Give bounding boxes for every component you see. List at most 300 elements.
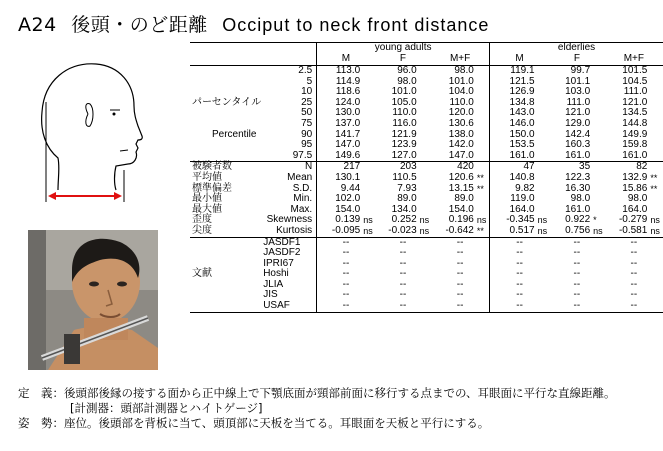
cell-mark — [362, 108, 375, 119]
posture-text: 座位。後頭部を背板に当て、頭頂部に天板を当てる。耳眼面を天板と平行にする。 — [64, 416, 490, 430]
cell-value: 104.0 — [448, 86, 474, 98]
literature-dash: -- — [317, 290, 375, 301]
stat-value: 98.0 — [570, 193, 591, 205]
stat-value: 0.196 — [448, 214, 474, 226]
percentile-row — [190, 140, 663, 151]
literature-dash: -- — [456, 268, 464, 280]
cell-value: 149.6 — [317, 151, 363, 162]
cell-value: 101.5 — [622, 65, 648, 76]
literature-dash: -- — [456, 247, 464, 259]
literature-row — [190, 280, 663, 291]
literature-dash: -- — [490, 301, 550, 312]
cell-mark — [537, 119, 550, 130]
stat-value: 132.9 — [622, 171, 648, 183]
cell-value: 121.9 — [391, 128, 417, 140]
percentile-row — [190, 119, 663, 130]
cell-mark — [537, 77, 550, 88]
percentile-key: 50 — [301, 107, 313, 119]
percentile-key: 5 — [306, 75, 313, 87]
stat-value: 154.0 — [448, 203, 474, 215]
stat-label-jp: 歪度 — [192, 214, 212, 226]
cell-value: 126.9 — [490, 87, 537, 98]
percentile-row-label — [190, 77, 263, 88]
cell-value: 138.0 — [448, 128, 474, 140]
subheader-2: M+F — [431, 54, 489, 66]
cell-value: 110.0 — [392, 107, 417, 119]
cell-value: 153.5 — [490, 140, 537, 151]
cell-value: 119.1 — [490, 66, 537, 77]
stat-mark — [592, 162, 605, 173]
cell-mark — [592, 130, 605, 141]
cell-mark — [649, 66, 663, 77]
percentile-row — [190, 151, 663, 162]
cell-mark — [592, 151, 605, 162]
stat-label-en: N — [304, 161, 313, 173]
head-profile-sketch — [28, 40, 156, 218]
table-header-subgroups — [190, 54, 663, 66]
stat-value: 164.0 — [622, 203, 648, 215]
literature-dash: -- — [630, 278, 638, 290]
stat-value: 140.8 — [490, 173, 537, 184]
cell-value: 121.5 — [490, 77, 537, 88]
literature-dash: -- — [456, 278, 464, 290]
stat-mark — [476, 205, 490, 216]
cell-mark — [476, 66, 490, 77]
stat-value: 16.30 — [565, 182, 591, 194]
cell-mark — [362, 119, 375, 130]
literature-dash: -- — [317, 269, 375, 280]
stat-mark: ns — [476, 215, 487, 226]
percentile-row — [190, 77, 663, 88]
stat-mark: ns — [537, 225, 548, 236]
literature-section-label: 文献 — [192, 268, 212, 280]
stat-mark — [537, 162, 550, 173]
cell-mark — [476, 98, 490, 109]
stat-label-en: Mean — [287, 171, 313, 183]
literature-dash: -- — [456, 236, 464, 248]
stat-value: 9.82 — [490, 184, 537, 195]
stat-mark — [419, 194, 432, 205]
literature-dash: -- — [605, 301, 663, 312]
literature-dash: -- — [573, 236, 581, 248]
stat-value: 154.0 — [317, 205, 363, 216]
cell-mark — [592, 66, 605, 77]
cell-mark — [537, 108, 550, 119]
instrument-text: [計測器：頭部計測器とハイトゲージ] — [70, 401, 263, 415]
stat-value: -0.279 — [618, 214, 648, 226]
literature-row — [190, 301, 663, 312]
stat-label-jp: 尖度 — [190, 226, 263, 237]
cell-value: 137.0 — [317, 119, 363, 130]
percentile-row-label — [190, 119, 263, 130]
cell-mark — [419, 87, 432, 98]
literature-dash: -- — [490, 237, 550, 248]
cell-mark — [476, 108, 490, 119]
percentile-row — [190, 98, 663, 109]
cell-value: 104.5 — [622, 75, 648, 87]
stat-mark: ** — [476, 172, 484, 183]
percentile-key: 75 — [301, 117, 313, 129]
cell-value: 147.0 — [431, 151, 476, 162]
percentile-key: 10 — [301, 86, 313, 98]
cell-mark — [362, 87, 375, 98]
cell-value: 161.0 — [490, 151, 537, 162]
cell-mark — [537, 98, 550, 109]
header-blank — [190, 43, 263, 55]
cell-value: 101.0 — [448, 75, 474, 87]
cell-value: 121.0 — [622, 96, 648, 108]
cell-value: 134.8 — [490, 98, 537, 109]
stat-row — [190, 215, 663, 226]
cell-value: 99.7 — [570, 65, 591, 76]
literature-source: JLIA — [263, 278, 284, 290]
literature-row — [190, 290, 663, 301]
stat-mark — [362, 205, 375, 216]
literature-dash: -- — [573, 268, 581, 280]
cell-mark — [362, 77, 375, 88]
header-blank — [263, 43, 316, 55]
cell-mark — [649, 151, 663, 162]
literature-dash: -- — [399, 289, 407, 301]
subheader-0: M — [317, 54, 375, 66]
stat-value: 82 — [636, 161, 648, 173]
cell-mark — [649, 140, 663, 151]
cell-mark — [537, 140, 550, 151]
cell-value: 143.0 — [490, 108, 537, 119]
stat-label-en: S.D. — [292, 182, 313, 194]
stat-mark — [362, 184, 375, 195]
literature-dash: -- — [317, 301, 375, 312]
measurement-table — [190, 42, 663, 313]
cell-mark — [362, 98, 375, 109]
stat-value: -0.345 — [490, 215, 537, 226]
percentile-row — [190, 108, 663, 119]
cell-mark — [419, 140, 432, 151]
cell-mark — [419, 66, 432, 77]
percentile-key: 2.5 — [298, 65, 313, 76]
stat-row — [190, 184, 663, 195]
percentile-key: 95 — [301, 139, 313, 151]
percentile-row-label — [190, 140, 263, 151]
stat-value: 89.0 — [397, 193, 417, 205]
header-blank — [190, 54, 263, 66]
stat-mark — [649, 162, 663, 173]
literature-dash: -- — [490, 269, 550, 280]
cell-mark — [419, 108, 432, 119]
cell-mark — [419, 98, 432, 109]
cell-value: 161.0 — [549, 151, 592, 162]
cell-mark — [592, 87, 605, 98]
cell-mark — [476, 130, 490, 141]
percentile-key: 90 — [301, 128, 313, 140]
group-young-adults: young adults — [317, 43, 490, 55]
literature-section-label — [190, 290, 263, 301]
cell-value: 121.0 — [565, 107, 591, 119]
stat-mark — [592, 184, 605, 195]
stat-label-jp: 標準偏差 — [192, 182, 232, 194]
stat-label-jp: 被験者数 — [192, 161, 232, 173]
stat-mark: ns — [363, 225, 373, 236]
literature-section-label — [190, 237, 263, 248]
cell-value: 150.0 — [490, 130, 537, 141]
stat-value: 164.0 — [490, 205, 537, 216]
cell-value: 141.7 — [317, 130, 363, 141]
percentile-row — [190, 130, 663, 141]
stat-value: 15.86 — [622, 182, 648, 194]
literature-dash: -- — [630, 257, 638, 269]
stat-value: 102.0 — [317, 194, 363, 205]
literature-source: Hoshi — [263, 268, 289, 280]
definition-label: 定 義： — [18, 386, 64, 400]
stat-mark: ** — [650, 183, 658, 194]
stat-mark — [592, 173, 605, 184]
stat-value: -0.023 — [375, 226, 419, 237]
literature-dash: -- — [399, 247, 407, 259]
cell-value: 147.0 — [317, 140, 363, 151]
literature-dash: -- — [490, 290, 550, 301]
cell-mark — [592, 140, 605, 151]
cell-value: 124.0 — [317, 98, 363, 109]
literature-dash: -- — [630, 247, 638, 259]
percentile-row-label — [190, 66, 263, 77]
cell-mark — [537, 130, 550, 141]
cell-mark — [419, 151, 432, 162]
percentile-row-label: パーセンタイル — [192, 96, 262, 108]
measurement-photo — [28, 230, 158, 370]
cell-value: 98.0 — [397, 75, 417, 87]
stat-mark — [592, 194, 605, 205]
cell-mark — [419, 77, 432, 88]
stat-mark — [537, 173, 550, 184]
cell-value: 96.0 — [397, 65, 417, 76]
percentile-key: 97.5 — [263, 151, 316, 162]
literature-source: JIS — [263, 289, 278, 301]
stat-value: 130.1 — [317, 173, 363, 184]
header-blank — [263, 54, 316, 66]
literature-dash: -- — [317, 259, 375, 270]
literature-dash: -- — [573, 257, 581, 269]
literature-dash: -- — [630, 289, 638, 301]
cell-value: 103.0 — [565, 86, 591, 98]
subheader-1: F — [375, 54, 431, 66]
stat-value: 217 — [317, 162, 363, 173]
stat-mark: ** — [476, 183, 484, 194]
literature-dash: -- — [399, 236, 407, 248]
cell-value: 98.0 — [454, 65, 474, 76]
stat-mark — [419, 162, 432, 173]
cell-mark — [476, 151, 490, 162]
title-code: A24 — [18, 14, 57, 36]
stat-label-en: Min. — [293, 193, 313, 205]
stat-value: 122.3 — [565, 171, 591, 183]
cell-mark — [649, 119, 663, 130]
literature-dash: -- — [317, 280, 375, 291]
cell-mark — [649, 77, 663, 88]
stat-value: 47 — [490, 162, 537, 173]
cell-value: 142.4 — [565, 128, 591, 140]
cell-mark — [419, 130, 432, 141]
stat-value: 98.0 — [627, 193, 648, 205]
stat-label-en: Skewness — [266, 214, 313, 226]
literature-row — [190, 237, 663, 248]
cell-mark — [476, 87, 490, 98]
cell-value: 120.0 — [448, 107, 474, 119]
stat-mark: ns — [419, 215, 430, 226]
stat-mark — [476, 162, 490, 173]
literature-dash: -- — [317, 237, 375, 248]
stat-mark — [419, 173, 432, 184]
stat-value: 120.6 — [448, 171, 474, 183]
cell-value: 123.9 — [391, 139, 417, 151]
literature-dash: -- — [456, 257, 464, 269]
stat-value: 0.252 — [391, 214, 417, 226]
literature-dash: -- — [490, 259, 550, 270]
stat-value: 110.5 — [392, 171, 417, 183]
cell-value: 161.0 — [605, 151, 650, 162]
cell-mark — [419, 119, 432, 130]
cell-mark — [649, 98, 663, 109]
cell-value: 149.9 — [622, 128, 648, 140]
cell-value: 118.6 — [317, 87, 363, 98]
cell-mark — [362, 66, 375, 77]
stat-value: 161.0 — [565, 203, 591, 215]
cell-mark — [537, 151, 550, 162]
subheader-4: F — [549, 54, 605, 66]
literature-dash: -- — [317, 248, 375, 259]
title-en: Occiput to neck front distance — [222, 15, 490, 35]
stat-value: 134.0 — [391, 203, 417, 215]
stat-value: 0.756 — [549, 226, 592, 237]
literature-section-label — [190, 301, 263, 312]
literature-dash: -- — [399, 257, 407, 269]
stat-mark: ns — [593, 225, 603, 236]
cell-mark — [362, 140, 375, 151]
literature-dash: -- — [573, 278, 581, 290]
literature-dash: -- — [630, 236, 638, 248]
literature-dash: -- — [399, 278, 407, 290]
stat-row — [190, 162, 663, 173]
stat-label-jp: 最小値 — [192, 193, 222, 205]
stat-value: 9.44 — [317, 184, 363, 195]
stat-mark — [537, 205, 550, 216]
stat-mark — [537, 194, 550, 205]
stat-row — [190, 226, 663, 237]
cell-mark — [537, 66, 550, 77]
cell-mark — [592, 119, 605, 130]
cell-value: 142.0 — [448, 139, 474, 151]
literature-row — [190, 248, 663, 259]
cell-value: 114.9 — [317, 77, 363, 88]
subheader-3: M — [490, 54, 550, 66]
literature-dash: -- — [490, 280, 550, 291]
cell-value: 160.3 — [565, 139, 591, 151]
cell-mark — [649, 108, 663, 119]
stat-value: -0.642 — [431, 226, 476, 237]
cell-mark — [362, 151, 375, 162]
stat-value: 13.15 — [448, 182, 474, 194]
cell-value: 110.0 — [449, 96, 474, 108]
cell-mark — [592, 77, 605, 88]
literature-dash: -- — [490, 248, 550, 259]
percentile-row — [190, 66, 663, 77]
stat-label-en: Kurtosis — [263, 226, 316, 237]
subheader-5: M+F — [605, 54, 663, 66]
stat-mark: * — [593, 215, 597, 226]
cell-value: 101.0 — [391, 86, 417, 98]
stat-mark — [476, 194, 490, 205]
table-header-groups — [190, 43, 663, 55]
literature-section-label — [190, 280, 263, 291]
cell-mark — [649, 87, 663, 98]
literature-source: IPRI67 — [263, 257, 294, 269]
cell-value: 111.0 — [566, 96, 591, 108]
stat-value: 7.93 — [397, 182, 417, 194]
stat-value: -0.095 — [317, 226, 363, 237]
stat-value: 0.517 — [490, 226, 537, 237]
stat-mark — [362, 173, 375, 184]
cell-value: 159.8 — [622, 139, 648, 151]
percentile-row-label — [190, 108, 263, 119]
cell-mark — [362, 130, 375, 141]
cell-value: 129.0 — [565, 117, 591, 129]
literature-source: USAF — [263, 301, 316, 312]
cell-mark — [592, 108, 605, 119]
stat-mark: ns — [650, 215, 660, 226]
stat-mark: ** — [650, 172, 658, 183]
literature-section-label — [190, 248, 263, 259]
cell-value: 146.0 — [490, 119, 537, 130]
title-jp: 後頭・のど距離 — [71, 14, 208, 36]
literature-row — [190, 259, 663, 270]
stat-mark — [537, 184, 550, 195]
literature-dash: -- — [549, 301, 605, 312]
stat-value: 35 — [579, 161, 591, 173]
stat-mark — [592, 205, 605, 216]
posture-label: 姿 勢： — [18, 416, 64, 430]
stat-label-jp: 平均値 — [192, 171, 222, 183]
literature-dash: -- — [573, 289, 581, 301]
literature-dash: -- — [375, 301, 431, 312]
cell-mark — [476, 119, 490, 130]
literature-source: JASDF2 — [263, 247, 301, 259]
stat-mark: ns — [537, 215, 548, 226]
literature-row — [190, 269, 663, 280]
cell-value: 101.1 — [565, 75, 591, 87]
cell-mark — [476, 140, 490, 151]
stat-mark: ns — [363, 215, 373, 226]
stat-value: 420 — [457, 161, 474, 173]
definition-block — [18, 386, 616, 431]
literature-source: JASDF1 — [263, 236, 301, 248]
cell-value: 105.0 — [391, 96, 417, 108]
literature-dash: -- — [431, 301, 489, 312]
cell-value: 134.5 — [622, 107, 648, 119]
stat-value: 203 — [399, 161, 417, 173]
cell-value: 127.0 — [375, 151, 419, 162]
stat-value: 89.0 — [454, 193, 474, 205]
percentile-label-en: Percentile — [212, 128, 257, 140]
stat-value: 0.922 — [565, 214, 591, 226]
group-elderlies: elderlies — [490, 43, 663, 55]
cell-value: 113.0 — [317, 66, 363, 77]
cell-value: 130.6 — [448, 117, 474, 129]
cell-mark — [592, 98, 605, 109]
stat-mark: ns — [649, 226, 663, 237]
stat-label-en: Max. — [290, 203, 313, 215]
cell-mark — [649, 130, 663, 141]
definition-text: 後頭部後縁の接する面から正中線上で下顎底面が頸部前面に移行する点までの、耳眼面に平行な直線距離。 — [64, 386, 616, 400]
stat-mark — [419, 184, 432, 195]
